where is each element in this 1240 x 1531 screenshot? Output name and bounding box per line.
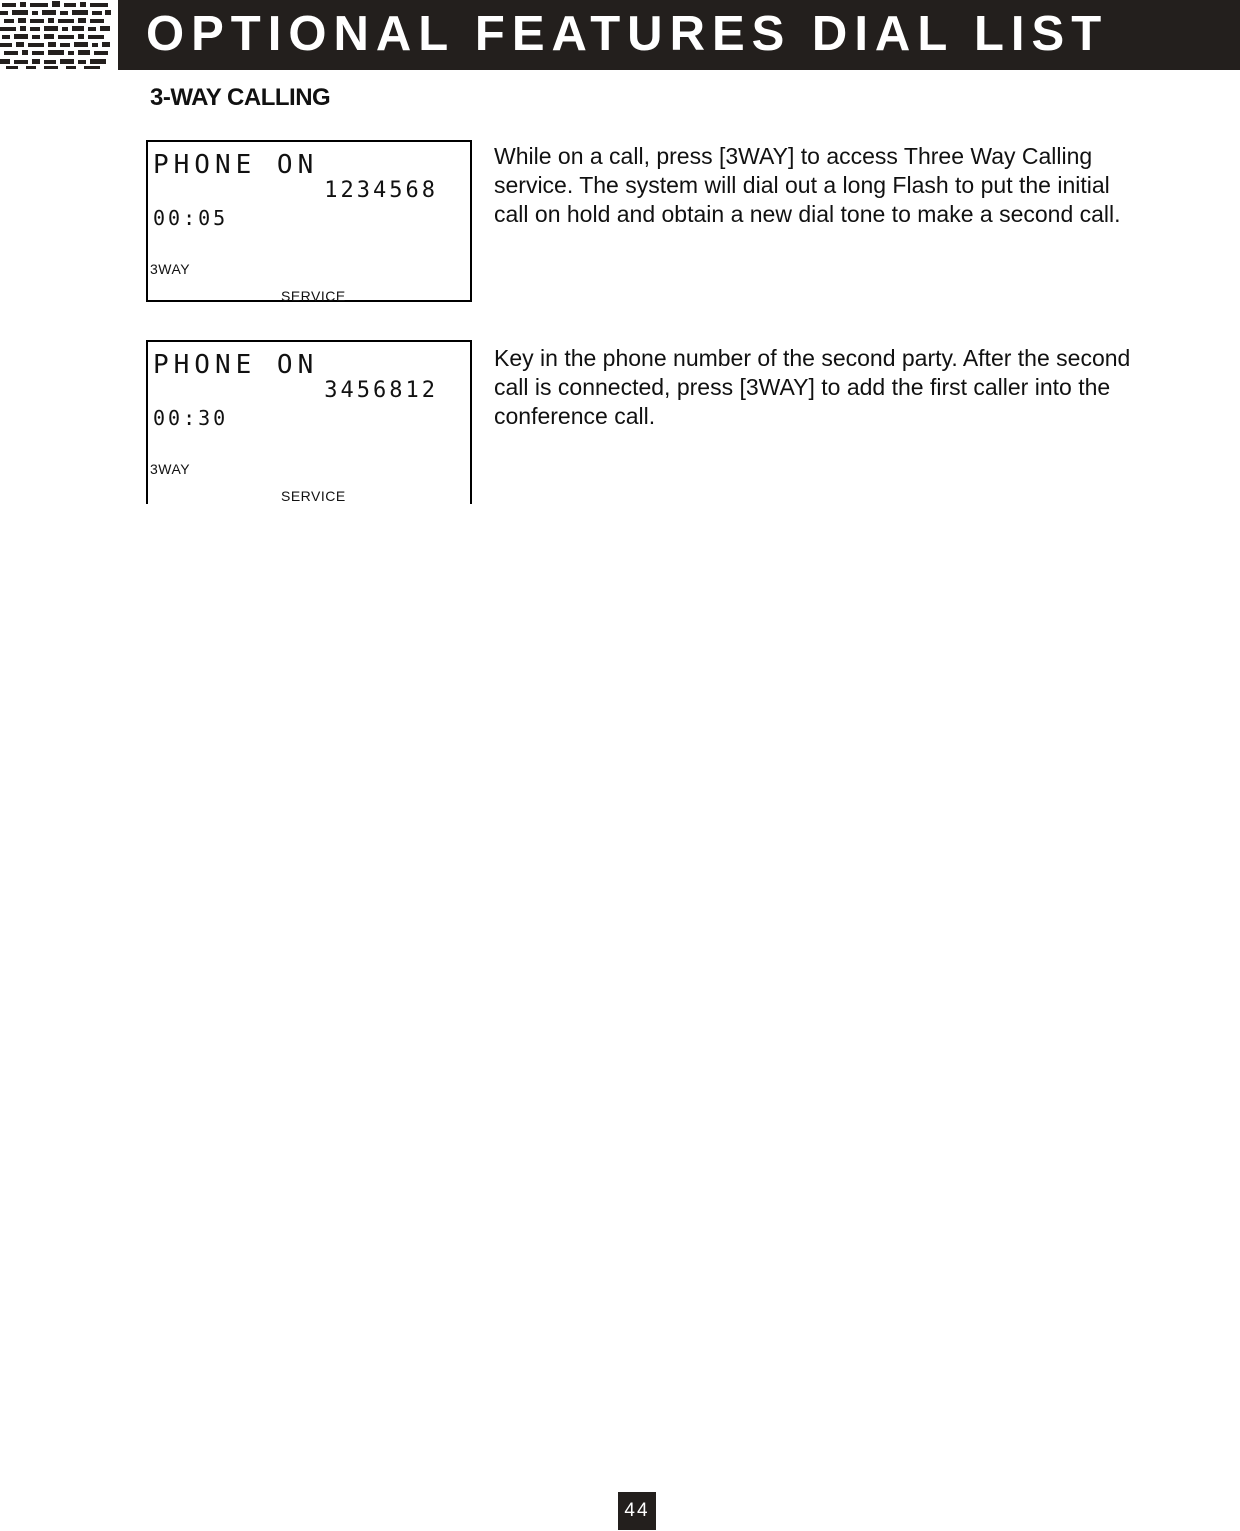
lcd-status-text: PHONE ON: [153, 350, 319, 380]
header-logo-pattern: [0, 0, 112, 70]
lcd-softkey-3way: 3WAY: [150, 261, 191, 277]
lcd-status-text: PHONE ON: [153, 150, 319, 180]
lcd-dialed-number: 3456812: [324, 378, 438, 403]
page-number-badge: 44: [618, 1492, 656, 1530]
step-description-2: Key in the phone number of the second party. After the second call is connected, press [3WAY] to add the first caller into the conference call.: [494, 345, 1131, 429]
lcd-softkey-3way: 3WAY: [150, 461, 191, 477]
lcd-service-label: SERVICE: [281, 288, 346, 304]
lcd-display-2: [146, 340, 472, 504]
lcd-call-timer: 00:30: [153, 406, 229, 430]
section-heading: 3-WAY CALLING: [150, 84, 331, 111]
lcd-service-label: SERVICE: [281, 488, 346, 504]
lcd-dialed-number: 1234568: [324, 178, 438, 203]
lcd-call-timer: 00:05: [153, 206, 229, 230]
step-description-1: While on a call, press [3WAY] to access Three Way Calling service. The system will dial out a long Flash to put the initial call on hold and obtain a new dial tone to make a second call.: [494, 143, 1121, 227]
page-title: OPTIONAL FEATURES DIAL LIST: [146, 7, 1109, 61]
lcd-display-1: [146, 140, 472, 302]
